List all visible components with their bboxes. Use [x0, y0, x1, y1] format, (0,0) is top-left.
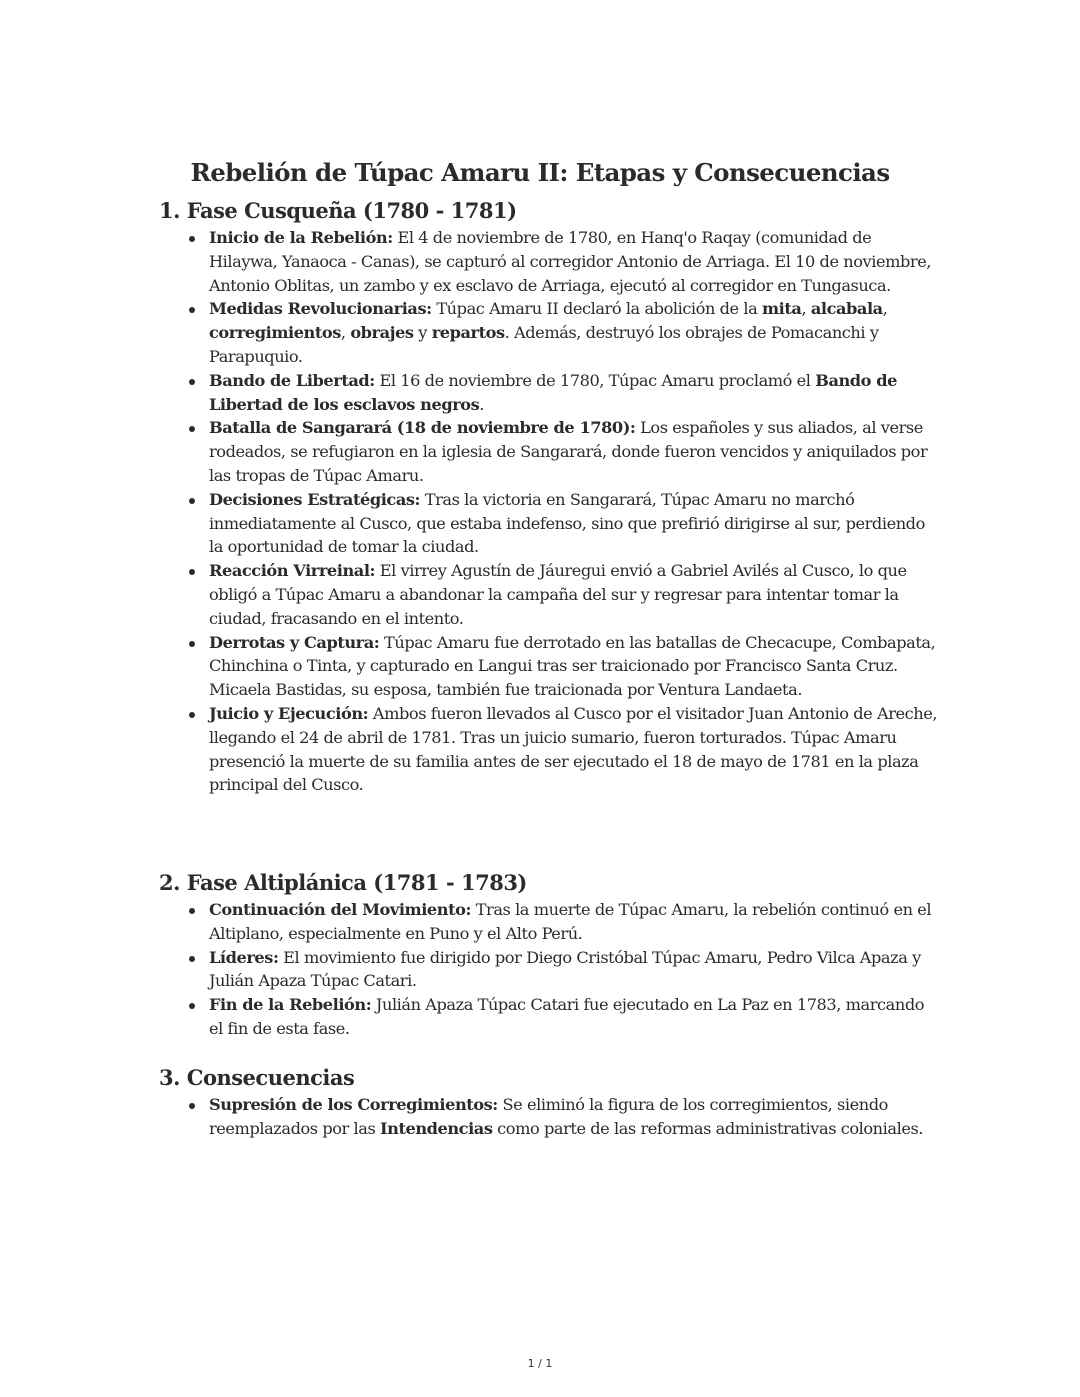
item-text: . [479, 394, 484, 414]
item-text: Túpac Amaru fue derrotado en las batallas de Checacupe, Combapata, Chinchina o Tinta, y capturado en Langui tras ser traicionado por Francisco Santa Cruz. Micaela Bastidas, su esposa, también fue traicionada por Ventura Landaeta. [209, 632, 936, 700]
item-label: Batalla de Sangarará (18 de noviembre de 1780): [209, 418, 636, 438]
document-title: Rebelión de Túpac Amaru II: Etapas y Consecuencias [190, 158, 890, 187]
item-text: El movimiento fue dirigido por Diego Cristóbal Túpac Amaru, Pedro Vilca Apaza y Julián Apaza Túpac Catari. [209, 947, 921, 991]
item-text: , [882, 299, 888, 319]
item-label: Juicio y Ejecución: [209, 703, 369, 723]
item-text: Ambos fueron llevados al Cusco por el visitador Juan Antonio de Areche, llegando el 24 de abril de 1781. Tras un juicio sumario, fueron torturados. Túpac Amaru presenció la muerte de su familia antes de ser ejecutado el 18 de mayo de 1781 en la plaza principal del Cusco. [209, 703, 938, 795]
list-item [209, 416, 939, 487]
item-label: Líderes: [209, 947, 279, 967]
item-text: El 16 de noviembre de 1780, Túpac Amaru proclamó el [374, 370, 816, 390]
section-fase-cusquena [159, 196, 939, 797]
item-text: Tras la muerte de Túpac Amaru, la rebelión continuó en el Altiplano, especialmente en Puno y el Alto Perú. [209, 900, 932, 943]
list-item [209, 631, 939, 702]
section-heading: 3. Consecuencias [159, 1065, 355, 1090]
item-text: , [340, 323, 351, 343]
item-label: Medidas Revolucionarias: [209, 299, 432, 319]
list-item [209, 1093, 939, 1141]
item-text: , [801, 299, 811, 319]
list-item [209, 946, 939, 994]
emphasis-text: Bando de Libertad de los esclavos negros [209, 370, 897, 414]
bullet-list [159, 898, 939, 1041]
item-text: El 4 de noviembre de 1780, en Hanq'o Raqay (comunidad de Hilaywa, Yanaoca - Canas), se capturó al corregidor Antonio de Arriaga. El 10 de noviembre, Antonio Oblitas, un zambo y ex esclavo de Arriaga, ejecutó al corregidor en Tungasuca. [209, 228, 932, 295]
item-label: Decisiones Estratégicas: [209, 489, 421, 509]
item-text: El virrey Agustín de Jáuregui envió a Gabriel Avilés al Cusco, lo que obligó a Túpac Amaru a abandonar la campaña del sur y regresar para intentar tomar la ciudad, fracasando en el intento. [209, 561, 907, 628]
section-fase-altiplanica [159, 868, 939, 1041]
section-consecuencias [159, 1063, 939, 1141]
list-item [209, 226, 939, 297]
emphasis-text: alcabala [810, 299, 883, 319]
item-label: Fin de la Rebelión: [209, 995, 372, 1015]
item-label: Supresión de los Corregimientos: [209, 1095, 498, 1114]
list-item [209, 559, 939, 630]
list-item [209, 369, 939, 417]
emphasis-text: corregimientos [209, 323, 341, 343]
list-item [209, 898, 939, 946]
item-text: Tras la victoria en Sangarará, Túpac Amaru no marchó inmediatamente al Cusco, que estaba indefenso, sino que prefirió dirigirse al sur, perdiendo la oportunidad de tomar la ciudad. [209, 489, 925, 557]
item-text: Los españoles y sus aliados, al verse rodeados, se refugiaron en la iglesia de Sangarará, donde fueron vencidos y aniquilados por las tropas de Túpac Amaru. [209, 418, 928, 485]
section-heading: 1. Fase Cusqueña (1780 - 1781) [159, 198, 517, 223]
item-text: Julián Apaza Túpac Catari fue ejecutado en La Paz en 1783, marcando el fin de esta fase. [209, 995, 925, 1038]
bullet-list [159, 1093, 939, 1141]
section-heading: 2. Fase Altiplánica (1781 - 1783) [159, 870, 527, 895]
item-label: Bando de Libertad: [209, 370, 375, 390]
emphasis-text: mita [762, 299, 802, 319]
item-text: y [413, 323, 432, 343]
bullet-list [159, 226, 939, 797]
item-text: como parte de las reformas administrativas coloniales. [492, 1118, 924, 1138]
page-indicator: 1 / 1 [527, 1357, 553, 1370]
emphasis-text: repartos [431, 323, 505, 343]
item-label: Reacción Virreinal: [209, 561, 376, 581]
emphasis-text: Intendencias [380, 1118, 493, 1138]
item-text: Túpac Amaru II declaró la abolición de la [431, 299, 762, 319]
item-label: Derrotas y Captura: [209, 632, 380, 652]
list-item [209, 702, 939, 797]
list-item [209, 297, 939, 368]
item-label: Continuación del Movimiento: [209, 900, 471, 919]
emphasis-text: obrajes [350, 323, 414, 343]
list-item [209, 993, 939, 1041]
item-text: Se eliminó la figura de los corregimientos, siendo reemplazados por las [209, 1095, 888, 1138]
item-label: Inicio de la Rebelión: [209, 228, 393, 247]
list-item [209, 488, 939, 559]
item-text: . Además, destruyó los obrajes de Pomacanchi y Parapuquio. [209, 323, 879, 366]
